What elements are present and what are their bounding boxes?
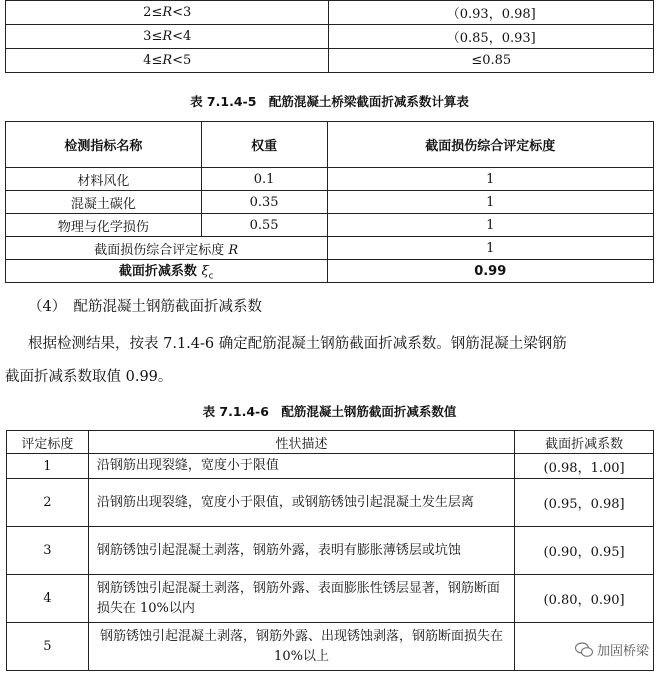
column-header: 权重 <box>201 122 327 168</box>
value-cell: （0.85，0.93] <box>329 25 654 49</box>
result-value: 0.99 <box>327 260 654 283</box>
composite-label: 截面损伤综合评定标度 R <box>6 237 328 260</box>
description-cell: 钢筋锈蚀引起混凝土剥落，钢筋外露，表明有膨胀薄锈层或坑蚀 <box>88 527 514 575</box>
table-header-row <box>7 431 654 454</box>
indicator-weight: 0.1 <box>201 168 327 191</box>
factor-cell: (0.90，0.95] <box>515 527 654 575</box>
section-heading: （4） 配筋混凝土钢筋截面折减系数 <box>28 299 262 315</box>
column-header: 性状描述 <box>88 431 514 454</box>
composite-value: 1 <box>327 237 654 260</box>
value-cell: ≤0.85 <box>329 49 654 73</box>
composite-row <box>6 237 654 260</box>
grade-cell: 5 <box>7 623 89 671</box>
column-header: 截面折减系数 <box>515 431 654 454</box>
grade-cell: 4 <box>7 575 89 623</box>
table-row <box>7 575 654 623</box>
table-row <box>6 25 654 49</box>
table-row <box>6 214 654 237</box>
result-row <box>6 260 654 283</box>
table-caption: 表 7.1.4-6 配筋混凝土钢筋截面折减系数值 <box>202 404 457 419</box>
table-row <box>6 191 654 214</box>
indicator-name: 混凝土碳化 <box>6 191 202 214</box>
description-cell: 钢筋锈蚀引起混凝土剥落，钢筋外露、出现锈蚀剥落，钢筋断面损失在 10%以上 <box>88 623 514 671</box>
indicator-scale: 1 <box>327 168 654 191</box>
range-cell: 2≤R<3 <box>6 1 329 25</box>
watermark <box>575 640 649 659</box>
table-row <box>6 49 654 73</box>
result-label: 截面折减系数 $\xi_c$ <box>6 260 328 283</box>
description-cell: 钢筋锈蚀引起混凝土剥落，钢筋外露、表面膨胀性锈层显著，钢筋断面损失在 10%以内 <box>88 575 514 623</box>
rebar-reduction-table <box>6 430 654 671</box>
reduction-calc-table <box>5 121 654 283</box>
range-cell: 4≤R<5 <box>6 49 329 73</box>
description-cell: 沿钢筋出现裂缝，宽度小于限值，或钢筋锈蚀引起混凝土发生层离 <box>88 479 514 527</box>
indicator-weight: 0.55 <box>201 214 327 237</box>
grade-cell: 1 <box>7 454 89 479</box>
watermark-text: 加固桥梁 <box>596 644 649 659</box>
grade-cell: 3 <box>7 527 89 575</box>
value-cell: （0.93，0.98] <box>329 1 654 25</box>
table-row <box>6 1 654 25</box>
table-row <box>7 527 654 575</box>
wechat-icon <box>575 642 593 658</box>
column-header: 评定标度 <box>7 431 89 454</box>
indicator-weight: 0.35 <box>201 191 327 214</box>
range-cell: 3≤R<4 <box>6 25 329 49</box>
column-header: 截面损伤综合评定标度 <box>327 122 654 168</box>
grade-cell: 2 <box>7 479 89 527</box>
table-row <box>7 623 654 671</box>
indicator-scale: 1 <box>327 191 654 214</box>
table-row <box>7 479 654 527</box>
table-caption: 表 7.1.4-5 配筋混凝土桥梁截面折减系数计算表 <box>190 94 469 109</box>
indicator-name: 材料风化 <box>6 168 202 191</box>
factor-cell: (0.95，0.98] <box>515 479 654 527</box>
paragraph-line: 根据检测结果，按表 7.1.4-6 确定配筋混凝土钢筋截面折减系数。钢筋混凝土梁钢筋 <box>28 336 567 352</box>
factor-cell: (0.98，1.00] <box>515 454 654 479</box>
table-row <box>6 168 654 191</box>
description-cell: 沿钢筋出现裂缝，宽度小于限值 <box>88 454 514 479</box>
factor-cell: (0.80，0.90] <box>515 575 654 623</box>
indicator-name: 物理与化学损伤 <box>6 214 202 237</box>
paragraph-line: 截面折减系数取值 0.99。 <box>5 369 173 385</box>
indicator-scale: 1 <box>327 214 654 237</box>
table-header-row <box>6 122 654 168</box>
grade-range-table <box>5 0 654 73</box>
column-header: 检测指标名称 <box>6 122 202 168</box>
table-row <box>7 454 654 479</box>
